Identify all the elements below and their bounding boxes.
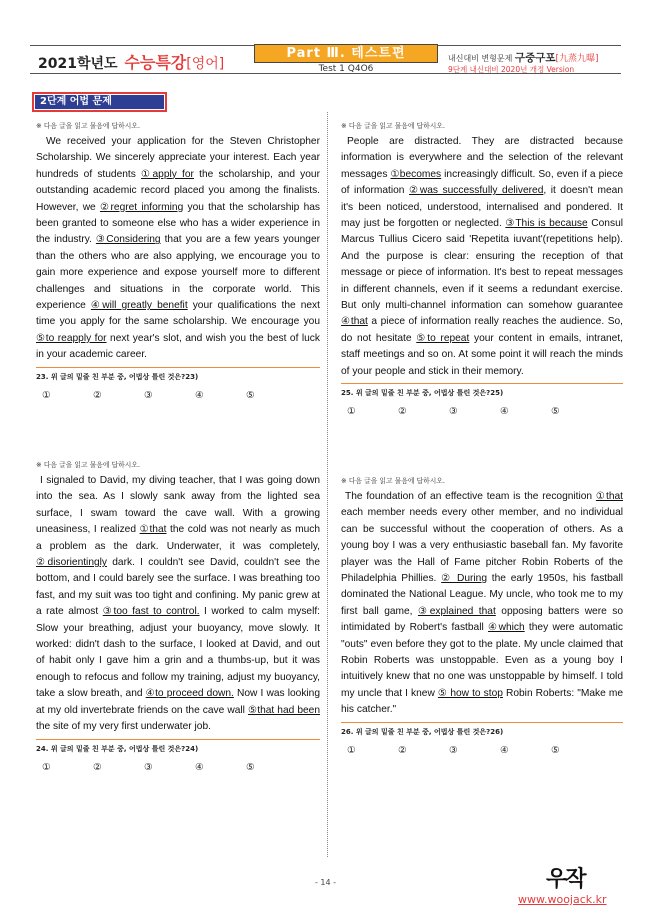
choice-2[interactable]: ② <box>93 761 102 773</box>
choice-4[interactable]: ④ <box>195 389 204 401</box>
question-24-prompt: 24. 위 글의 밑줄 친 부분 중, 어법상 틀린 것은?24) <box>36 744 199 753</box>
choice-4[interactable]: ④ <box>500 406 509 418</box>
question-25-prompt: 25. 위 글의 밑줄 친 부분 중, 어법상 틀린 것은?25) <box>341 389 504 398</box>
header-right-version: 9단계 내신대비 2020년 개정 Version <box>448 65 575 74</box>
question-25-block <box>341 120 623 417</box>
underline-1: ①becomes <box>390 168 442 180</box>
header-brand: 수능특강 <box>124 53 187 72</box>
passage-25: People are distracted. They are distracted because information is everywhere and the selection of the relevant messages ①becomes increasingly difficult. So, even if a piece of information ②was successfully delivered, it doesn't mean it's been noticed, understood, internalised and pondered. It may just be forgotten or neglected. ③This is because Consul Marcus Tullius Cicero said 'Repetita iuvant'(repetitions help). And the purpose is clear: ensuring the reception of that message or piece of information. It's best to repeat messages in different channels, even if it seems a redundant exercise. But only multi-channel information can somehow guarantee ④that a piece of information really reaches the audience. So, do not hesitate ⑤to repeat your content in emails, intranet, staff meetings and so on. At some point it will reach the minds of your people and stick in their memory. <box>341 136 623 377</box>
choice-5[interactable]: ⑤ <box>551 744 560 756</box>
underline-3: ③This is because <box>505 218 588 230</box>
instruction: ※ 다음 글을 읽고 물음에 답하시오. <box>341 477 446 485</box>
choice-3[interactable]: ③ <box>144 389 153 401</box>
underline-5: ⑤to repeat <box>416 332 470 344</box>
choice-3[interactable]: ③ <box>449 406 458 418</box>
woojack-logo: 우작 <box>546 866 585 892</box>
test-label: Test 1 Q4O6 <box>318 64 374 74</box>
question-23-block <box>36 120 320 401</box>
choice-5[interactable]: ⑤ <box>246 761 255 773</box>
instruction: ※ 다음 글을 읽고 물음에 답하시오. <box>36 122 141 130</box>
underline-5: ⑤that had been <box>247 704 320 716</box>
header-right-small: 내신대비 변형문제 <box>448 54 513 63</box>
answer-choices-24 <box>36 762 320 773</box>
underline-4: ④will greatly benefit <box>90 300 188 312</box>
underline-1: ①that <box>595 491 623 502</box>
question-26-block <box>341 475 623 756</box>
page-number: - 14 - <box>314 878 337 887</box>
passage-23: We received your application for the Steven Christopher Scholarship. We sincerely appreciate your interest. Each year hundreds of students ①apply for the scholarship, and your outstanding academic record placed you among the finalists. However, we ②regret informing you that the scholarship has been granted to someone else who has a wider experience in the industry. ③Considering that you are a few years younger than the others who are also applying, we encourage you to gain more experience and expose yourself more to different challenges and situations in the corporate world. This experience ④will greatly benefit your qualifications the next time you apply for the same scholarship. We encourage you ⑤to reapply for next year's slot, and wish you the best of luck in your academic career. <box>36 136 320 361</box>
part-title-tab: Part Ⅲ. 테스트편 <box>254 44 438 63</box>
passage-26: The foundation of an effective team is the recognition ①that each member needs every other member, and no individual can be successful without the cooperation of others. As a young boy I was a very enthusiastic baseball fan. My favorite player was the Hall of Fame pitcher Robin Roberts of the Philadelphia Phillies. ② During the early 1950s, his fastball dominated the National League. My uncle, who took me to my first ball game, ③explained that opposing batters were so intimidated by Robert's fastball ④which they were automatic "outs" even before they got to the plate. My uncle claimed that Robin Roberts was unstoppable. Even as a young boy I intuitively knew that no one was unstoppable by himself. I told my uncle that I knew ⑤ how to stop Robin Roberts: "Make me his catcher." <box>341 491 623 716</box>
choice-2[interactable]: ② <box>398 406 407 418</box>
choice-4[interactable]: ④ <box>500 744 509 756</box>
header-bottom-rule <box>30 73 621 74</box>
instruction: ※ 다음 글을 읽고 물음에 답하시오. <box>36 461 141 469</box>
underline-3: ③too fast to control. <box>102 606 200 618</box>
underline-3: ③Considering <box>95 234 161 246</box>
passage-24: I signaled to David, my diving teacher, that I was going down into the sea. As I slowly sank away from the lighted sea surface, I swam toward the cave wall. With a growing uneasiness, I realized ①that the cold was not nearly as much a problem as the dark. Underwater, it was completely, ②disorientingly dark. I couldn't see David, couldn't see the bottom, and I could barely see the surface. I was breathing too fast, and my suit was too tight and confining. My panic grew at a rate almost ③too fast to control. I worked to calm myself: Slow your breathing, adjust your buoyancy, move slowly. It worked: didn't dash to the surface, I looked at David, and out of habit only I gave him a grin and a thumbs-up, but it was enough to refocus and follow my training, adjust my buoyancy, take a slow breath, and ④to proceed down. Now I was looking at my old invertebrate friends on the cave wall ⑤that had been the site of my very first underwater job. <box>36 475 321 733</box>
choice-1[interactable]: ① <box>347 406 356 418</box>
question-separator <box>341 383 623 384</box>
underline-1: ①that <box>139 524 167 536</box>
underline-1: ①apply for <box>141 168 194 180</box>
underline-3: ③explained that <box>417 605 496 617</box>
question-23-prompt: 23. 위 글의 밑줄 친 부분 중, 어법상 틀린 것은?23) <box>36 372 199 381</box>
answer-choices-23 <box>36 390 320 401</box>
choice-1[interactable]: ① <box>347 744 356 756</box>
underline-4: ④which <box>488 622 525 634</box>
question-separator <box>36 739 320 740</box>
underline-2: ②regret informing <box>99 201 184 213</box>
header-right-bold: 구중구포 <box>514 52 556 64</box>
question-26-prompt: 26. 위 글의 밑줄 친 부분 중, 어법상 틀린 것은?26) <box>341 727 504 736</box>
underline-5: ⑤to reapply for <box>36 332 107 344</box>
underline-2: ②was successfully delivered <box>409 185 544 197</box>
choice-2[interactable]: ② <box>398 744 407 756</box>
header-title <box>38 50 224 73</box>
answer-choices-26 <box>341 745 623 756</box>
question-24-block <box>36 459 320 773</box>
choice-5[interactable]: ⑤ <box>551 406 560 418</box>
website-link[interactable]: www.woojack.kr <box>518 893 607 906</box>
underline-2: ② During <box>441 573 488 585</box>
instruction: ※ 다음 글을 읽고 물음에 답하시오. <box>341 122 446 130</box>
underline-4: ④to proceed down. <box>145 688 234 700</box>
underline-5: ⑤ how to stop <box>437 687 503 699</box>
choice-1[interactable]: ① <box>42 389 51 401</box>
header-subject: [영어] <box>186 56 225 72</box>
underline-2: ②disorientingly <box>36 557 108 569</box>
question-separator <box>36 367 320 368</box>
section-label: 2단계 어법 문제 <box>35 95 164 109</box>
header-year: 2021학년도 <box>38 56 118 72</box>
choice-4[interactable]: ④ <box>195 761 204 773</box>
choice-3[interactable]: ③ <box>144 761 153 773</box>
choice-3[interactable]: ③ <box>449 744 458 756</box>
choice-1[interactable]: ① <box>42 761 51 773</box>
underline-4: ④that <box>341 316 368 328</box>
section-label-box <box>32 92 167 112</box>
choice-5[interactable]: ⑤ <box>246 389 255 401</box>
answer-choices-25 <box>341 406 623 417</box>
header-right-hanja: [九蒸九曝] <box>555 54 599 64</box>
question-separator <box>341 722 623 723</box>
choice-2[interactable]: ② <box>93 389 102 401</box>
header-right-title <box>448 50 599 65</box>
column-divider <box>327 112 328 857</box>
